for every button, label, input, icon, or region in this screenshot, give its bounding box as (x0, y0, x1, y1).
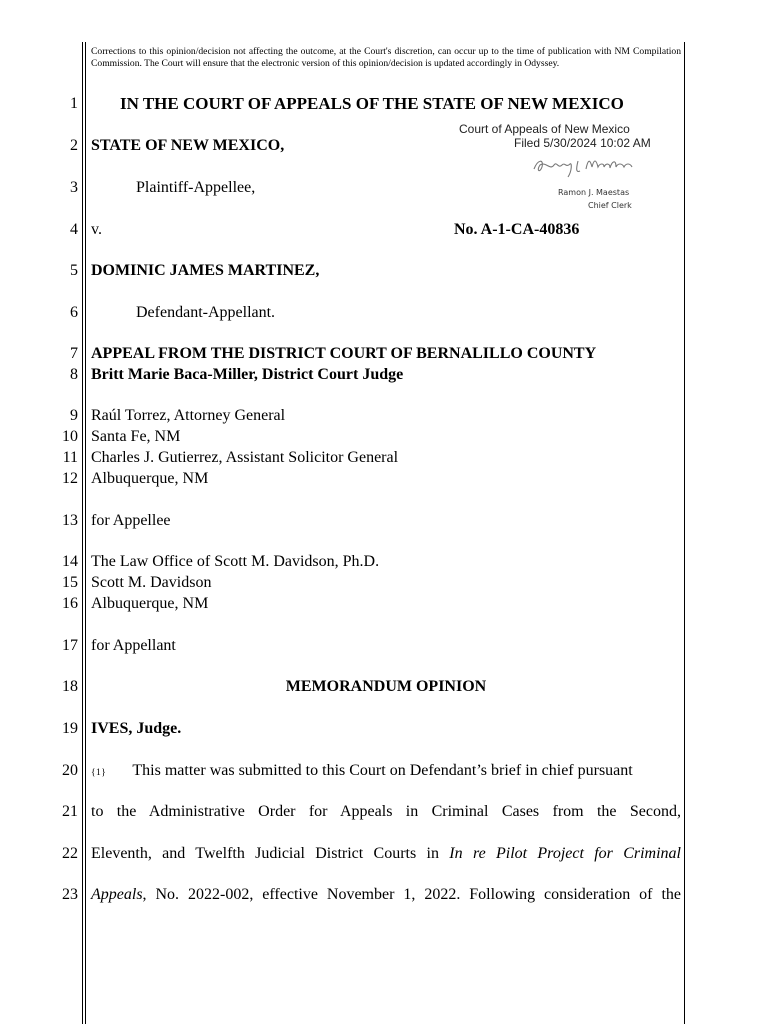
filing-stamp-date: Filed 5/30/2024 10:02 AM (514, 136, 651, 150)
line-number: 11 (62, 449, 78, 466)
body-text: Eleventh, and Twelfth Judicial District Courts in (91, 845, 450, 862)
line-number: 19 (62, 720, 78, 737)
body-line-23 (91, 886, 681, 904)
plaintiff-role: Plaintiff-Appellee, (136, 179, 256, 196)
opinion-heading: MEMORANDUM OPINION (285, 678, 487, 695)
line-number: 2 (70, 137, 78, 154)
body-line-20 (91, 762, 681, 782)
line-number: 15 (62, 574, 78, 591)
line-number: 8 (70, 366, 78, 383)
case-name-italic: Appeals (91, 886, 143, 903)
line-number: 3 (70, 179, 78, 196)
defendant-name: DOMINIC JAMES MARTINEZ, (91, 262, 320, 279)
appeal-court: APPEAL FROM THE DISTRICT COURT OF BERNALILLO COUNTY (91, 345, 597, 362)
defendant-role: Defendant-Appellant. (136, 304, 276, 321)
line-number: 22 (62, 845, 78, 862)
filing-stamp-clerk-name: Ramon J. Maestas (558, 188, 630, 197)
clerk-signature (530, 151, 640, 181)
appellee-counsel-line: Raúl Torrez, Attorney General (91, 407, 286, 424)
plaintiff-name: STATE OF NEW MEXICO, (91, 137, 285, 154)
line-number: 6 (70, 304, 78, 321)
left-margin-rule-inner (85, 42, 86, 1024)
appellee-counsel-line: Charles J. Gutierrez, Assistant Solicitor General (91, 449, 399, 466)
filing-stamp-court: Court of Appeals of New Mexico (459, 122, 630, 136)
line-number: 4 (70, 221, 78, 238)
line-number: 5 (70, 262, 78, 279)
line-number: 18 (62, 678, 78, 695)
appellant-counsel-line: The Law Office of Scott M. Davidson, Ph.D. (91, 553, 380, 570)
line-number: 20 (62, 762, 78, 779)
line-number: 16 (62, 595, 78, 612)
case-name-italic: In re Pilot Project for Criminal (449, 845, 681, 862)
filing-stamp-clerk-title: Chief Clerk (588, 201, 632, 210)
line-number: 14 (62, 553, 78, 570)
appellee-counsel-line: Albuquerque, NM (91, 470, 209, 487)
line-number: 1 (70, 95, 78, 112)
line-number: 23 (62, 886, 78, 903)
body-text: This matter was submitted to this Court on Defendant’s brief in chief pursuant (132, 762, 633, 779)
left-margin-rule-outer (82, 42, 83, 1024)
line-number: 10 (62, 428, 78, 445)
line-number: 13 (62, 512, 78, 529)
appellant-counsel-line: Scott M. Davidson (91, 574, 212, 591)
right-margin-rule (684, 42, 685, 1024)
docket-number: No. A-1-CA-40836 (454, 221, 580, 238)
judge-name: IVES, Judge. (91, 720, 182, 737)
appellant-counsel-line: Albuquerque, NM (91, 595, 209, 612)
line-number: 12 (62, 470, 78, 487)
district-judge: Britt Marie Baca-Miller, District Court Judge (91, 366, 404, 383)
line-number: 7 (70, 345, 78, 362)
body-text: , No. 2022-002, effective November 1, 2022. Following consideration of the (142, 886, 681, 903)
line-number: 17 (62, 637, 78, 654)
line-number: 9 (70, 407, 78, 424)
line-number: 21 (62, 803, 78, 820)
appellee-role: for Appellee (91, 512, 171, 529)
corrections-notice: Corrections to this opinion/decision not affecting the outcome, at the Court's discretion, can occur up to the time of publication with NM Compilation Commission. The Court will ensure that the electronic version of this opinion/decision is updated accordingly in Odyssey. (91, 46, 681, 69)
appellant-role: for Appellant (91, 637, 176, 654)
court-title: IN THE COURT OF APPEALS OF THE STATE OF NEW MEXICO (120, 94, 624, 113)
appellee-counsel-line: Santa Fe, NM (91, 428, 181, 445)
body-line-22 (91, 845, 681, 863)
body-line-21: to the Administrative Order for Appeals in Criminal Cases from the Second, (91, 803, 681, 820)
versus: v. (91, 221, 102, 238)
paragraph-marker: {1} (91, 768, 107, 778)
